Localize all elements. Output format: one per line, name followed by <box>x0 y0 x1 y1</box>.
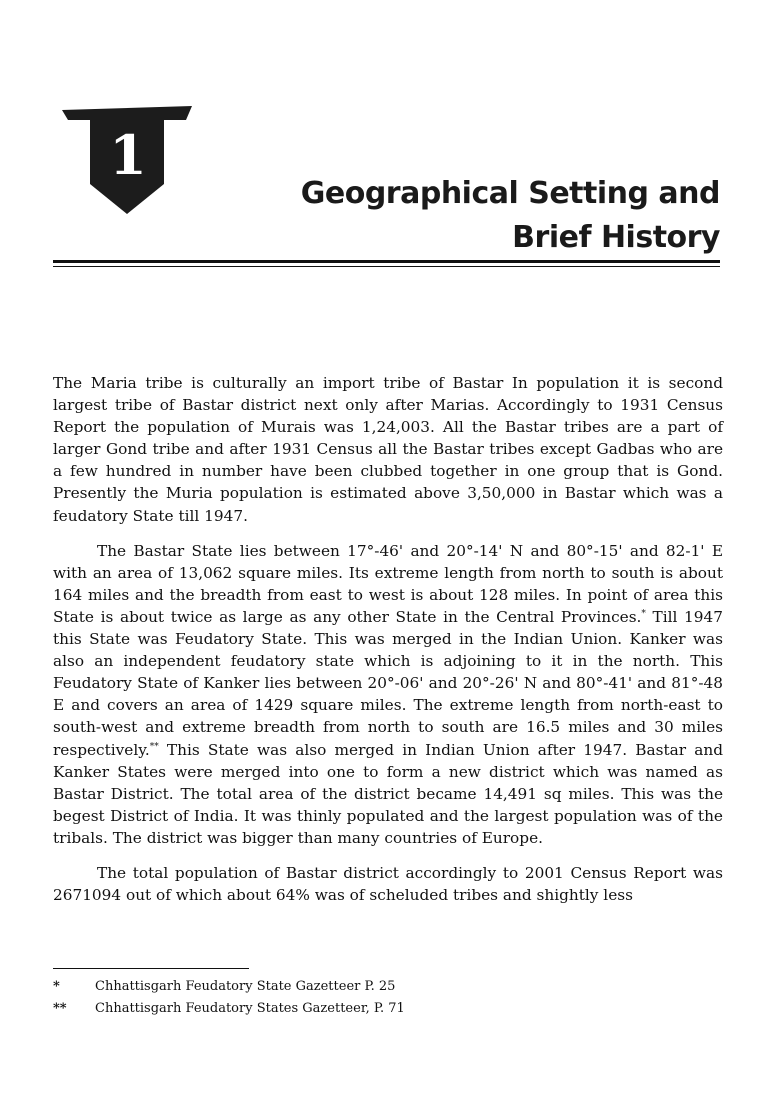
chapter-title-line-2: Brief History <box>512 220 720 255</box>
title-rule-thick <box>53 260 720 263</box>
chapter-number: 1 <box>109 123 147 187</box>
footnote-ref-1[interactable]: * <box>641 608 646 619</box>
chapter-title-line-1: Geographical Setting and <box>300 176 720 211</box>
footnote-text: Chhattisgarh Feudatory State Gazetteer P. 25 <box>95 979 396 994</box>
paragraph-2 <box>53 540 723 849</box>
footnotes <box>53 976 723 1020</box>
paragraph-2-part-3: This State was also merged in Indian Union after 1947. Bastar and Kanker States were merged into one to form a new district which was named as Bastar District. The total area of the district became 14,491 sq miles. This was the begest District of India. It was thinly populated and the largest population was of the tribals. The district was bigger than many countries of Europe. <box>53 740 723 847</box>
paragraph-2-part-1: The Bastar State lies between 17°-46' and 20°-14' N and 80°-15' and 82-1' E with an area of 13,062 square miles. Its extreme length from north to south is about 164 miles and the breadth from east to west is about 128 miles. In point of area this State is about twice as large as any other State in the Central Provinces. <box>53 541 723 626</box>
title-rule-thin <box>53 266 720 267</box>
footnote-mark: * <box>53 979 60 994</box>
footnote-item <box>53 976 723 998</box>
chapter-number-badge <box>60 104 194 216</box>
body-text <box>53 372 723 919</box>
footnote-mark: ** <box>53 1001 67 1016</box>
paragraph-1: The Maria tribe is culturally an import tribe of Bastar In population it is second largest tribe of Bastar district next only after Marias. Accordingly to 1931 Census Report the population of Murais was 1,24,003. All the Bastar tribes are a part of larger Gond tribe and after 1931 Census all the Bastar tribes except Gadbas who are a few hundred in number have been clubbed together in one group that is Gond. Presently the Muria population is estimated above 3,50,000 in Bastar which was a feudatory State till 1947. <box>53 374 723 525</box>
paragraph-2-part-2: Till 1947 this State was Feudatory State. This was merged in the Indian Union. Kanker was also an independent feudatory state which is adjoining to it in the north. This Feudatory State of Kanker lies between 20°-06' and 20°-26' N and 80°-41' and 81°-48 E and covers an area of 1429 square miles. The extreme length from north-east to south-west and extreme breadth from north to south are 16.5 miles and 30 miles respectively. <box>53 607 723 759</box>
footnote-item <box>53 998 723 1020</box>
paragraph-3: The total population of Bastar district accordingly to 2001 Census Report was 2671094 out of which about 64% was of scheluded tribes and shightly less <box>53 863 723 905</box>
footnote-rule <box>53 968 249 969</box>
footnote-text: Chhattisgarh Feudatory States Gazetteer, P. 71 <box>95 1001 405 1016</box>
chapter-title <box>200 172 720 260</box>
footnote-ref-2[interactable]: ** <box>149 741 159 752</box>
